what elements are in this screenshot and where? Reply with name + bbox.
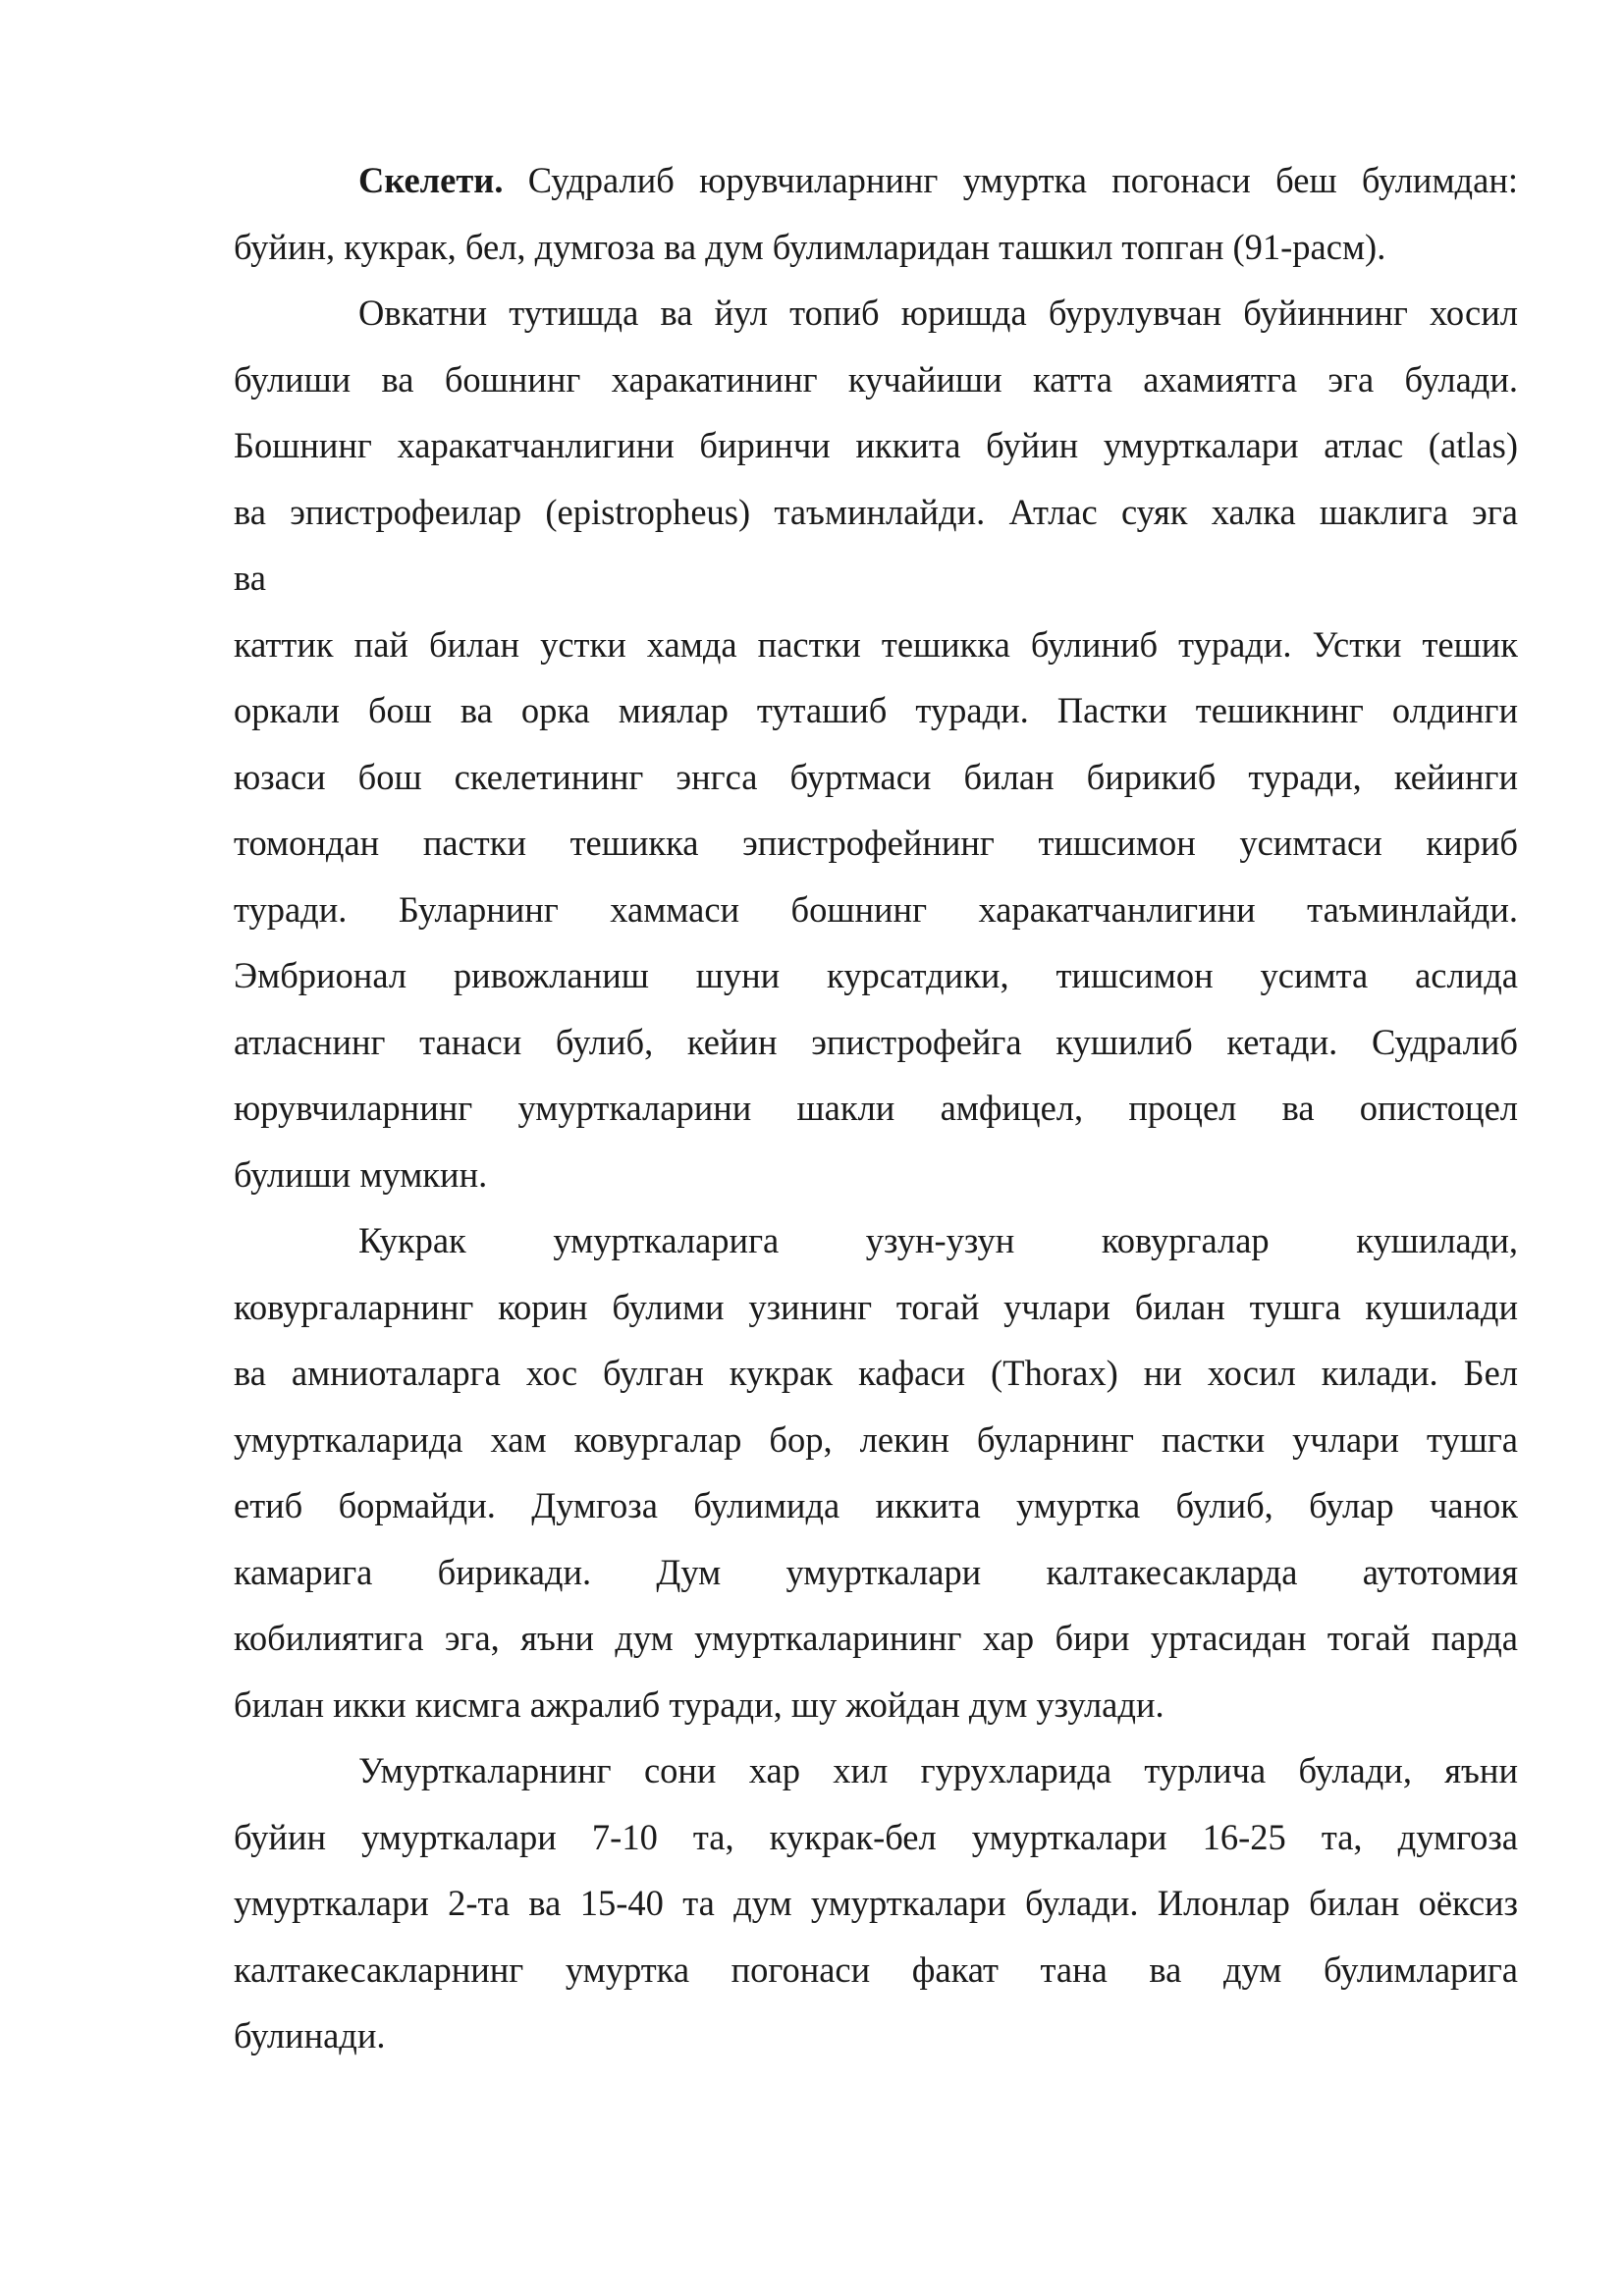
text-line: Кукрак умурткаларига узун-узун ковургалар кушилади, bbox=[358, 1220, 1518, 1260]
text-line: ва эпистрофеилар (epistropheus) таъминлайди. Атлас суяк халка шаклига эга bbox=[234, 491, 1518, 532]
text-line: буйин, кукрак, бел, думгоза ва дум булимларидан ташкил топган (91-расм). bbox=[234, 226, 1386, 267]
paragraph-1 bbox=[234, 147, 1518, 280]
text-line bbox=[234, 147, 1518, 214]
text-line: кобилиятига эга, яъни дум умурткаларининг хар бири уртасидан тогай парда bbox=[234, 1618, 1518, 1658]
text-line: булиши ва бошнинг харакатининг кучайиши катта ахамиятга эга булади. bbox=[234, 358, 1518, 400]
text-line: Овкатни тутишда ва йул топиб юришда бурулувчан буйиннинг хосил bbox=[358, 293, 1518, 333]
text-line: Эмбрионал ривожланиш шуни курсатдики, тишсимон усимта аслида bbox=[234, 955, 1518, 995]
text-line: каттик пай билан устки хамда пастки тешикка булиниб туради. Устки тешик bbox=[234, 623, 1518, 665]
text-line: юзаси бош скелетининг энгса буртмаси билан бирикиб туради, кейинги bbox=[234, 756, 1518, 797]
text-line: оркали бош ва орка миялар туташиб туради. Пастки тешикнинг олдинги bbox=[234, 690, 1518, 730]
text-line: билан икки кисмга ажралиб туради, шу жойдан дум узулади. bbox=[234, 1683, 1164, 1725]
text-line: булиши мумкин. bbox=[234, 1153, 488, 1195]
paragraph-4 bbox=[234, 1737, 1518, 2069]
text-line: булинади. bbox=[234, 2015, 386, 2056]
text-line: умурткалари 2-та ва 15-40 та дум умурткалари булади. Илонлар билан оёксиз bbox=[234, 1883, 1518, 1923]
text-line: ковургаларнинг корин булими узининг тогай учлари билан тушга кушилади bbox=[234, 1286, 1518, 1327]
text-line: юрувчиларнинг умурткаларини шакли амфицел, процел ва опистоцел bbox=[234, 1088, 1518, 1128]
text-line: ва bbox=[234, 558, 266, 598]
section-heading: Скелети. bbox=[358, 160, 504, 200]
text-line: Умурткаларнинг сони хар хил гурухларида турлича булади, яъни bbox=[358, 1750, 1518, 1790]
paragraph-2 bbox=[234, 280, 1518, 1207]
text-line: калтакесакларнинг умуртка погонаси факат тана ва дум булимларига bbox=[234, 1949, 1518, 1990]
paragraph-3 bbox=[234, 1207, 1518, 1737]
text-line: атласнинг танаси булиб, кейин эпистрофейга кушилиб кетади. Судралиб bbox=[234, 1021, 1518, 1062]
text-line: камарига бирикади. Дум умурткалари калтакесакларда аутотомия bbox=[234, 1551, 1518, 1592]
text-line: етиб бормайди. Думгоза булимида иккита умуртка булиб, булар чанок bbox=[234, 1485, 1518, 1525]
document-page bbox=[234, 147, 1518, 2069]
text-line: Бошнинг харакатчанлигини биринчи иккита буйин умурткалари атлас (atlas) bbox=[234, 425, 1518, 465]
text-line: умурткаларида хам ковургалар бор, лекин буларнинг пастки учлари тушга bbox=[234, 1418, 1518, 1460]
text-line: туради. Буларнинг хаммаси бошнинг харакатчанлигини таъминлайди. bbox=[234, 888, 1518, 930]
text-span: Судралиб юрувчиларнинг умуртка погонаси беш булимдан: bbox=[503, 160, 1518, 200]
text-line: томондан пастки тешикка эпистрофейнинг тишсимон усимтаси кириб bbox=[234, 823, 1518, 863]
text-line: буйин умурткалари 7-10 та, кукрак-бел умурткалари 16-25 та, думгоза bbox=[234, 1816, 1518, 1857]
text-line: ва амниоталарга хос булган кукрак кафаси (Thorax) ни хосил килади. Бел bbox=[234, 1353, 1518, 1393]
